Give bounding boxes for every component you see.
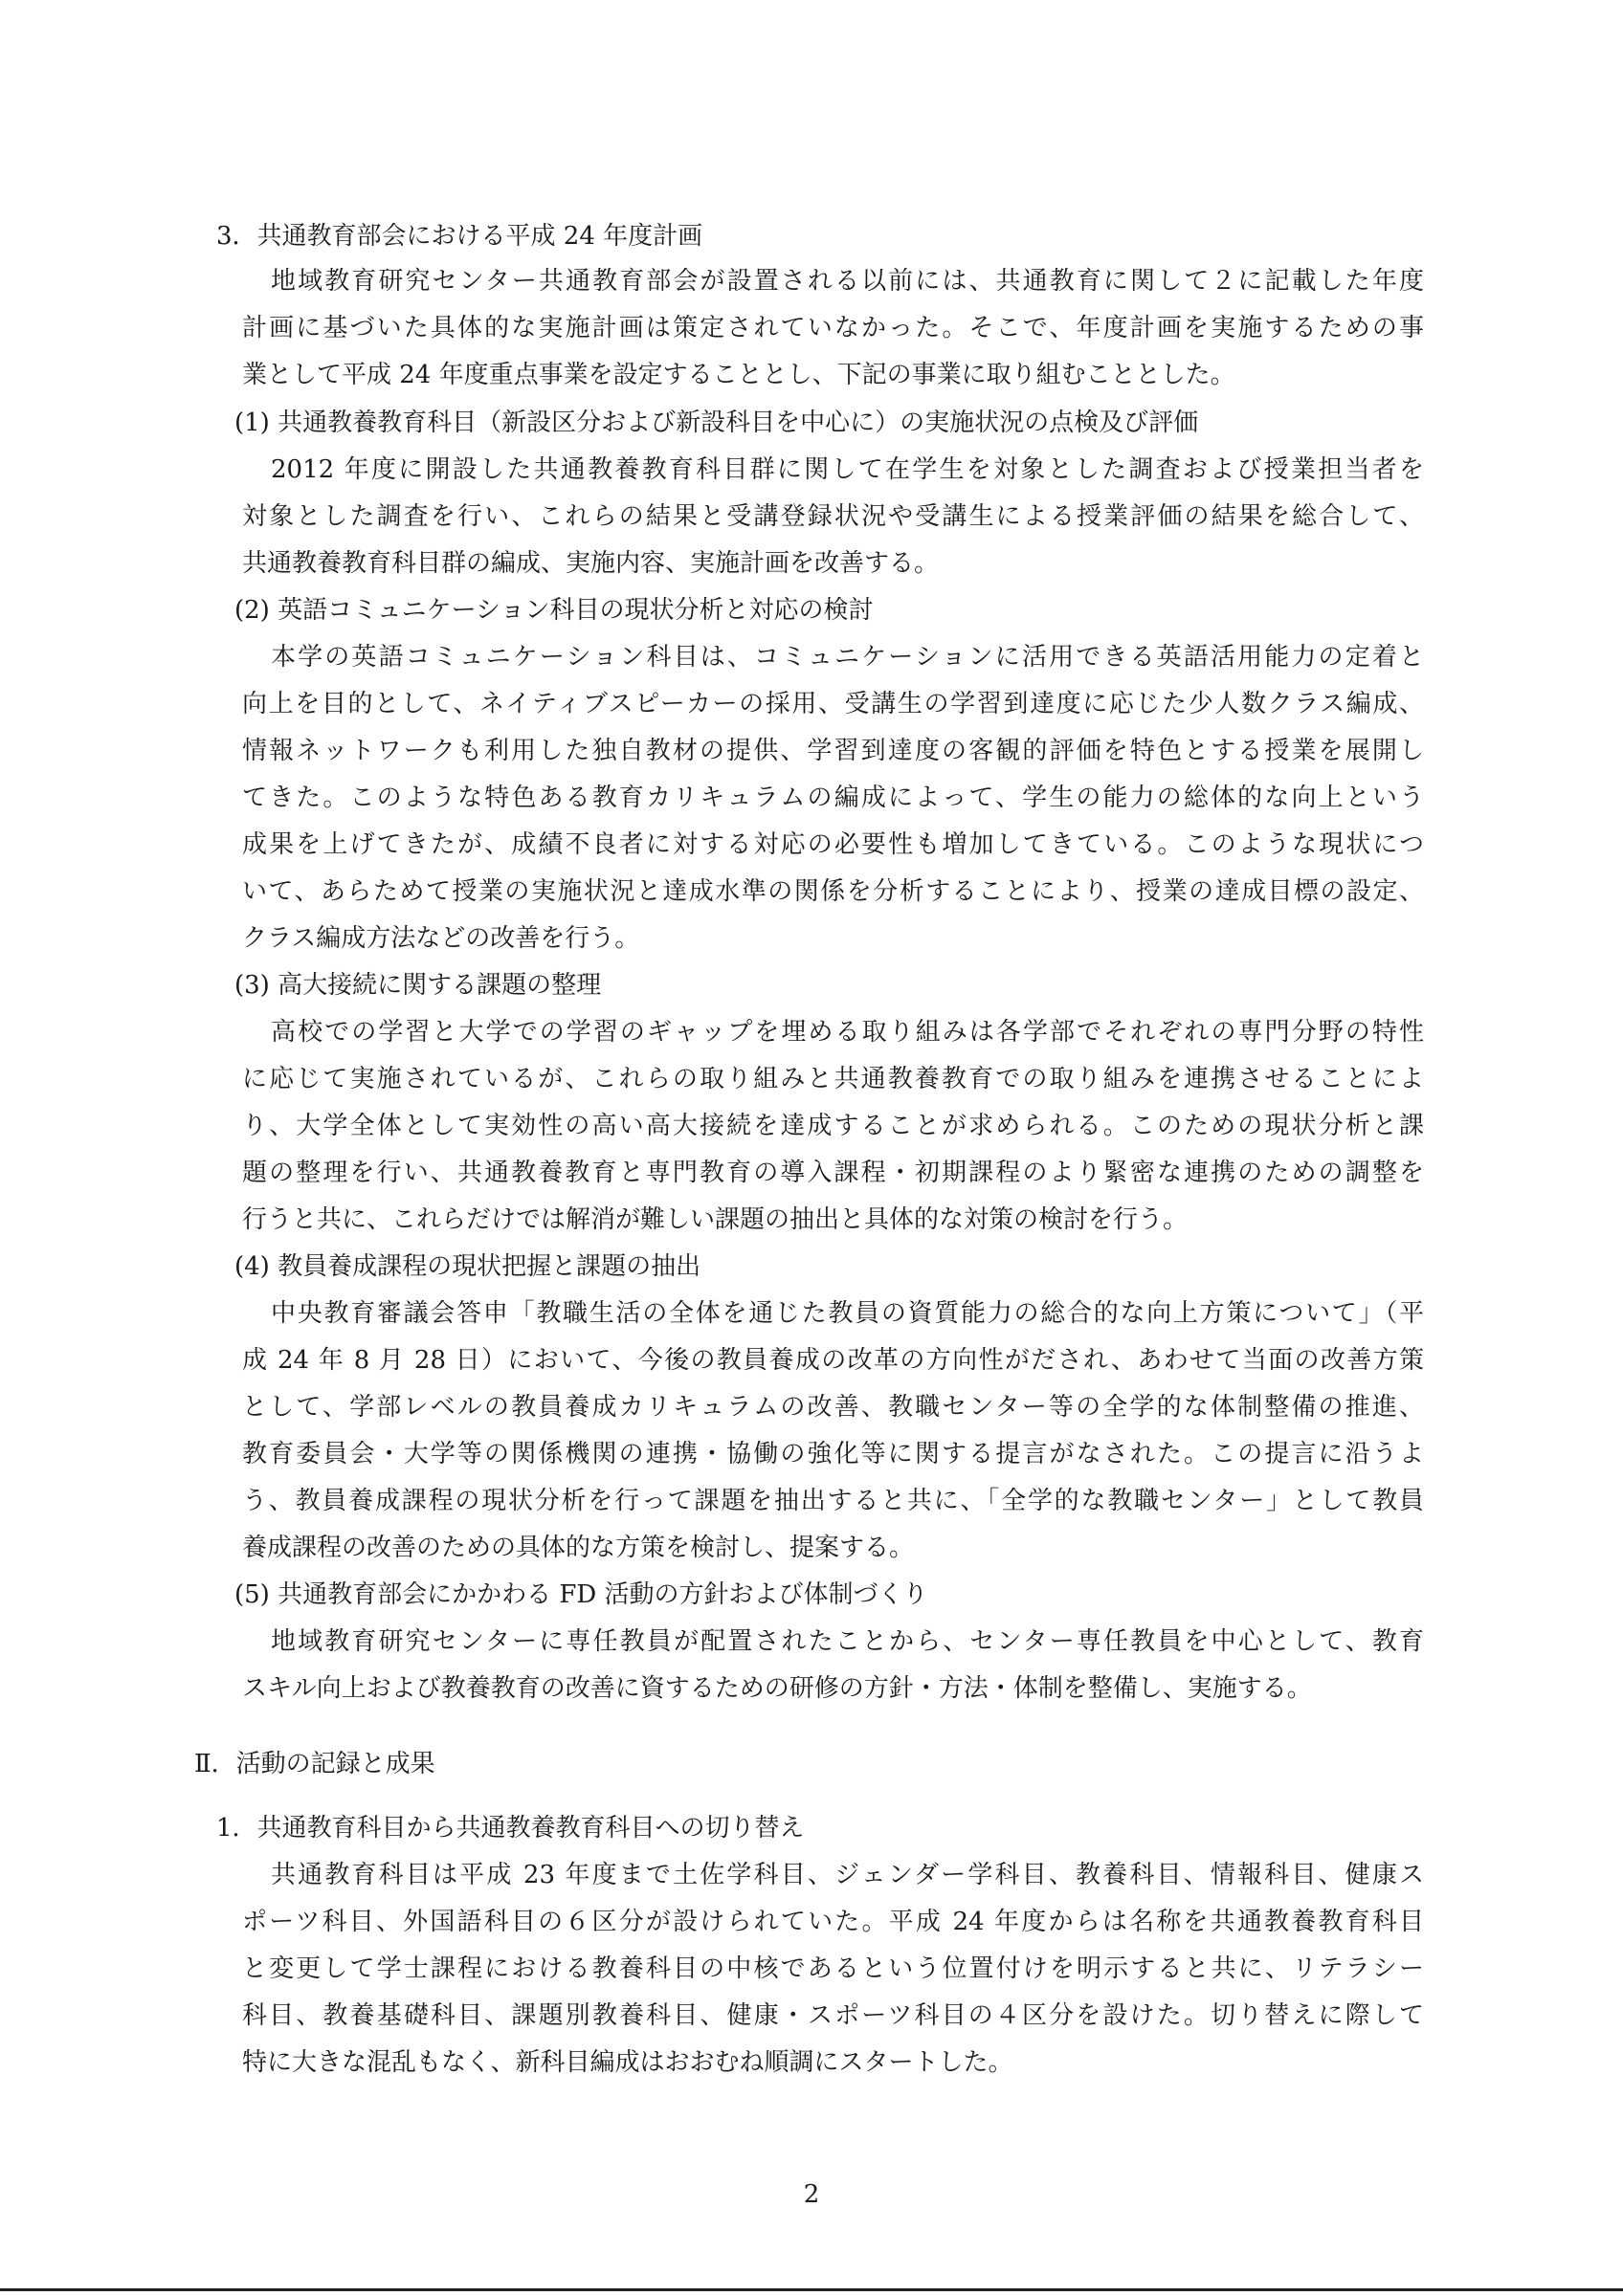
page-number: 2 — [803, 2180, 820, 2209]
item-2-paragraph-line: てきた。このような特色ある教育カリキュラムの編成によって、学生の能力の総体的な向上という — [242, 784, 1424, 812]
section-3-paragraph-line: 業として平成 24 年度重点事業を設定することとし、下記の事業に取り組むこととした。 — [242, 361, 1235, 389]
item-4-paragraph-line: う、教員養成課程の現状分析を行って課題を抽出すると共に、「全学的な教職センター」として教員 — [242, 1487, 1424, 1515]
item-3-paragraph-line: 高校での学習と大学での学習のギャップを埋める取り組みは各学部でそれぞれの専門分野の特性 — [271, 1018, 1424, 1047]
item-1-heading: (1) 共通教養教育科目（新設区分および新設科目を中心に）の実施状況の点検及び評価 — [234, 408, 1199, 437]
item-5-heading: (5) 共通教育部会にかかわる FD 活動の方針および体制づくり — [234, 1580, 928, 1609]
item-5-paragraph-line: スキル向上および教養教育の改善に資するための研修の方針・方法・体制を整備し、実施する。 — [242, 1674, 1312, 1703]
section-3-paragraph-line: 計画に基づいた具体的な実施計画は策定されていなかった。そこで、年度計画を実施するための事 — [242, 314, 1424, 342]
item-3-paragraph-line: り、大学全体として実効性の高い高大接続を達成することが求められる。このための現状分析と課 — [242, 1112, 1424, 1140]
item-2-paragraph-line: 向上を目的として、ネイティブスピーカーの採用、受講生の学習到達度に応じた少人数クラス編成、 — [242, 690, 1424, 718]
item-2-paragraph-line: 情報ネットワークも利用した独自教材の提供、学習到達度の客観的評価を特色とする授業を展開し — [242, 737, 1424, 765]
item-3-paragraph-line: 題の整理を行い、共通教養教育と専門教育の導入課程・初期課程のより緊密な連携のための調整を — [242, 1159, 1424, 1187]
chapter-2-heading: Ⅱ．活動の記録と成果 — [194, 1750, 435, 1778]
item-2-paragraph-line: 成果を上げてきたが、成績不良者に対する対応の必要性も増加してきている。このような現状につ — [242, 830, 1424, 859]
section-1-paragraph-line: と変更して学士課程における教養科目の中核であるという位置付けを明示すると共に、リテラシー — [242, 1954, 1424, 1983]
item-3-heading: (3) 高大接続に関する課題の整理 — [234, 971, 602, 1000]
item-3-paragraph-line: に応じて実施されているが、これらの取り組みと共通教養教育での取り組みを連携させることによ — [242, 1065, 1424, 1093]
item-2-paragraph-line: クラス編成方法などの改善を行う。 — [242, 924, 640, 953]
item-1-paragraph-line: 2012 年度に開設した共通教養教育科目群に関して在学生を対象とした調査および授業担当者を — [271, 455, 1424, 484]
item-4-paragraph-line: として、学部レベルの教員養成カリキュラムの改善、教職センター等の全学的な体制整備の推進、 — [242, 1393, 1424, 1422]
item-4-paragraph-line: 養成課程の改善のための具体的な方策を検討し、提案する。 — [242, 1534, 915, 1562]
item-2-paragraph-line: 本学の英語コミュニケーション科目は、コミュニケーションに活用できる英語活用能力の定着と — [271, 643, 1424, 672]
section-3-heading: 3．共通教育部会における平成 24 年度計画 — [216, 222, 703, 251]
section-1-paragraph-line: ポーツ科目、外国語科目の６区分が設けられていた。平成 24 年度からは名称を共通教養教育科目 — [242, 1908, 1424, 1936]
bottom-divider — [0, 2288, 1623, 2291]
item-2-paragraph-line: いて、あらためて授業の実施状況と達成水準の関係を分析することにより、授業の達成目標の設定、 — [242, 877, 1424, 906]
item-4-paragraph-line: 成 24 年 8 月 28 日）において、今後の教員養成の改革の方向性がだされ、あわせて当面の改善方策 — [242, 1346, 1424, 1375]
item-4-paragraph-line: 教育委員会・大学等の関係機関の連携・協働の強化等に関する提言がなされた。この提言に沿うよ — [242, 1440, 1424, 1468]
section-1-paragraph-line: 科目、教養基礎科目、課題別教養科目、健康・スポーツ科目の４区分を設けた。切り替えに際して — [242, 2001, 1424, 2030]
section-3-paragraph-line: 地域教育研究センター共通教育部会が設置される以前には、共通教育に関して２に記載した年度 — [271, 267, 1424, 296]
item-1-paragraph-line: 対象とした調査を行い、これらの結果と受講登録状況や受講生による授業評価の結果を総合して、 — [242, 502, 1424, 531]
section-1-heading: 1．共通教育科目から共通教養教育科目への切り替え — [216, 1814, 805, 1843]
section-1-paragraph-line: 共通教育科目は平成 23 年度まで土佐学科目、ジェンダー学科目、教養科目、情報科目、健康ス — [271, 1861, 1424, 1889]
item-4-paragraph-line: 中央教育審議会答申「教職生活の全体を通じた教員の資質能力の総合的な向上方策について」（平 — [271, 1299, 1424, 1328]
item-4-heading: (4) 教員養成課程の現状把握と課題の抽出 — [234, 1252, 701, 1281]
item-2-heading: (2) 英語コミュニケーション科目の現状分析と対応の検討 — [234, 596, 874, 625]
item-3-paragraph-line: 行うと共に、これらだけでは解消が難しい課題の抽出と具体的な対策の検討を行う。 — [242, 1205, 1189, 1234]
item-5-paragraph-line: 地域教育研究センターに専任教員が配置されたことから、センター専任教員を中心として、教育 — [271, 1627, 1424, 1656]
section-1-paragraph-line: 特に大きな混乱もなく、新科目編成はおおむね順調にスタートした。 — [242, 2048, 1013, 2077]
item-1-paragraph-line: 共通教養教育科目群の編成、実施内容、実施計画を改善する。 — [242, 549, 940, 578]
